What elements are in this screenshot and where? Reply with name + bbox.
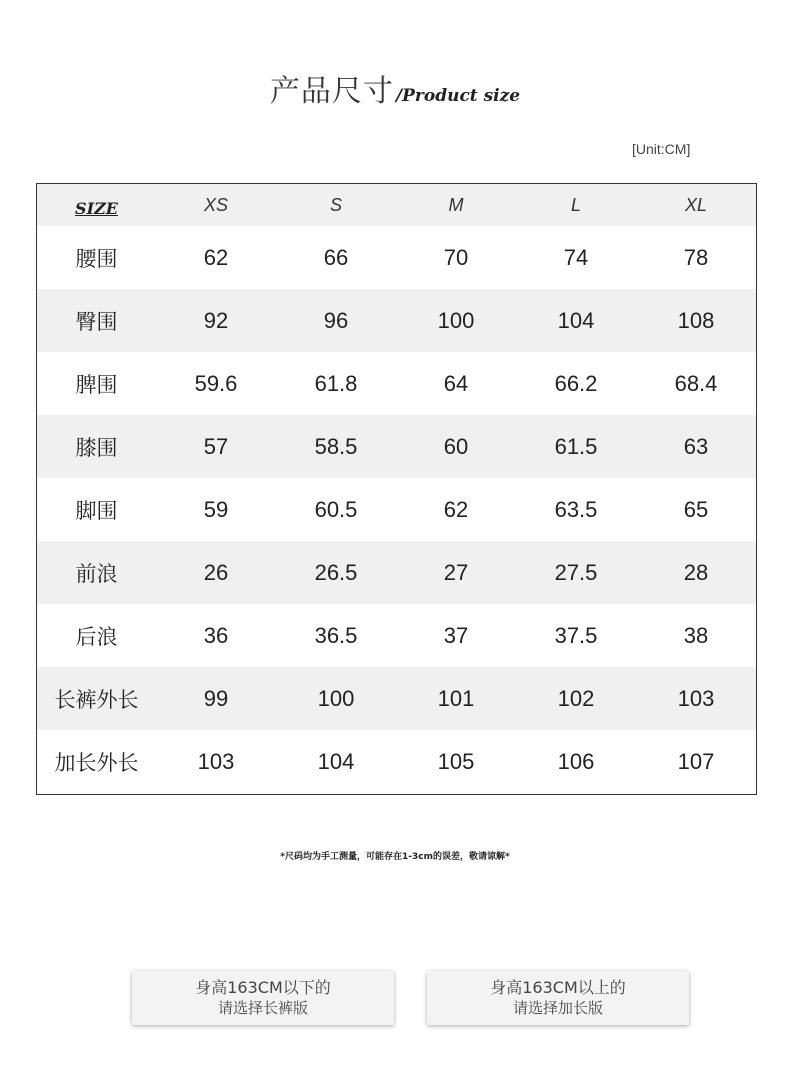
table-cell: 60 — [443, 433, 469, 459]
table-cell: 104 — [557, 307, 595, 333]
table-cell: 103 — [197, 748, 235, 774]
table-cell: 63 — [683, 433, 709, 459]
row-label: 腰围 — [75, 246, 118, 271]
table-header-row — [37, 184, 756, 226]
table-cell: 68.4 — [674, 370, 718, 396]
table-cell: 99 — [203, 685, 229, 711]
header-cell-l: L — [570, 194, 581, 215]
page-title — [0, 66, 790, 110]
table-cell: 37 — [443, 622, 469, 648]
table-cell: 27 — [443, 559, 469, 585]
row-label: 脾围 — [75, 372, 118, 397]
table-cell: 60.5 — [314, 496, 358, 522]
extended-length-button[interactable] — [427, 971, 689, 1025]
header-cell-s: S — [329, 194, 342, 215]
title-english: /Product size — [395, 86, 521, 106]
button-line-1: 身高163CM以下的 — [195, 978, 331, 997]
table-cell: 59.6 — [194, 370, 238, 396]
table-cell: 105 — [437, 748, 475, 774]
table-cell: 64 — [443, 370, 469, 396]
row-label: 脚围 — [75, 498, 118, 523]
table-row — [37, 730, 756, 793]
table-cell: 104 — [317, 748, 355, 774]
table-cell: 108 — [677, 307, 715, 333]
title-chinese: 产品尺寸 — [269, 74, 394, 109]
header-cell-size: SIZE — [75, 198, 118, 218]
table-cell: 37.5 — [554, 622, 598, 648]
table-cell: 28 — [683, 559, 709, 585]
table-cell: 26.5 — [314, 559, 358, 585]
table-cell: 100 — [317, 685, 355, 711]
row-label: 加长外长 — [54, 750, 139, 775]
row-label: 长裤外长 — [54, 687, 139, 712]
table-row — [37, 604, 756, 667]
table-row — [37, 415, 756, 478]
button-line-1: 身高163CM以上的 — [490, 978, 626, 997]
table-row — [37, 478, 756, 541]
table-cell: 62 — [203, 244, 229, 270]
table-cell: 61.5 — [554, 433, 598, 459]
table-row — [37, 289, 756, 352]
table-cell: 107 — [677, 748, 715, 774]
table-cell: 58.5 — [314, 433, 358, 459]
table-cell: 66 — [323, 244, 349, 270]
table-row — [37, 352, 756, 415]
table-cell: 70 — [443, 244, 469, 270]
table-cell: 59 — [203, 496, 229, 522]
table-row — [37, 226, 756, 289]
regular-length-button[interactable] — [132, 971, 394, 1025]
table-cell: 78 — [683, 244, 709, 270]
table-cell: 66.2 — [554, 370, 598, 396]
table-cell: 102 — [557, 685, 595, 711]
table-row — [37, 667, 756, 730]
row-label: 臀围 — [75, 309, 118, 334]
table-row — [37, 541, 756, 604]
table-cell: 36 — [203, 622, 229, 648]
table-cell: 38 — [683, 622, 709, 648]
table-cell: 101 — [437, 685, 475, 711]
table-cell: 74 — [563, 244, 589, 270]
table-cell: 36.5 — [314, 622, 358, 648]
row-label: 后浪 — [75, 624, 118, 649]
table-cell: 65 — [683, 496, 709, 522]
table-cell: 57 — [203, 433, 229, 459]
table-cell: 26 — [203, 559, 229, 585]
unit-label: [Unit:CM] — [632, 141, 691, 157]
header-cell-xl: XL — [684, 194, 708, 215]
button-line-2: 请选择加长版 — [512, 999, 603, 1017]
table-cell: 63.5 — [554, 496, 598, 522]
row-label: 膝围 — [75, 435, 118, 460]
table-cell: 103 — [677, 685, 715, 711]
table-cell: 106 — [557, 748, 595, 774]
table-cell: 100 — [437, 307, 475, 333]
table-cell: 96 — [323, 307, 349, 333]
table-cell: 62 — [443, 496, 469, 522]
header-cell-m: M — [448, 194, 464, 215]
button-line-2: 请选择长裤版 — [217, 999, 308, 1017]
size-table — [36, 183, 757, 795]
table-cell: 92 — [203, 307, 229, 333]
header-cell-xs: XS — [203, 194, 228, 215]
measurement-note: *尺码均为手工测量，可能存在1-3cm的误差，敬请谅解* — [280, 852, 510, 862]
table-cell: 27.5 — [554, 559, 598, 585]
row-label: 前浪 — [75, 561, 118, 586]
table-cell: 61.8 — [314, 370, 358, 396]
